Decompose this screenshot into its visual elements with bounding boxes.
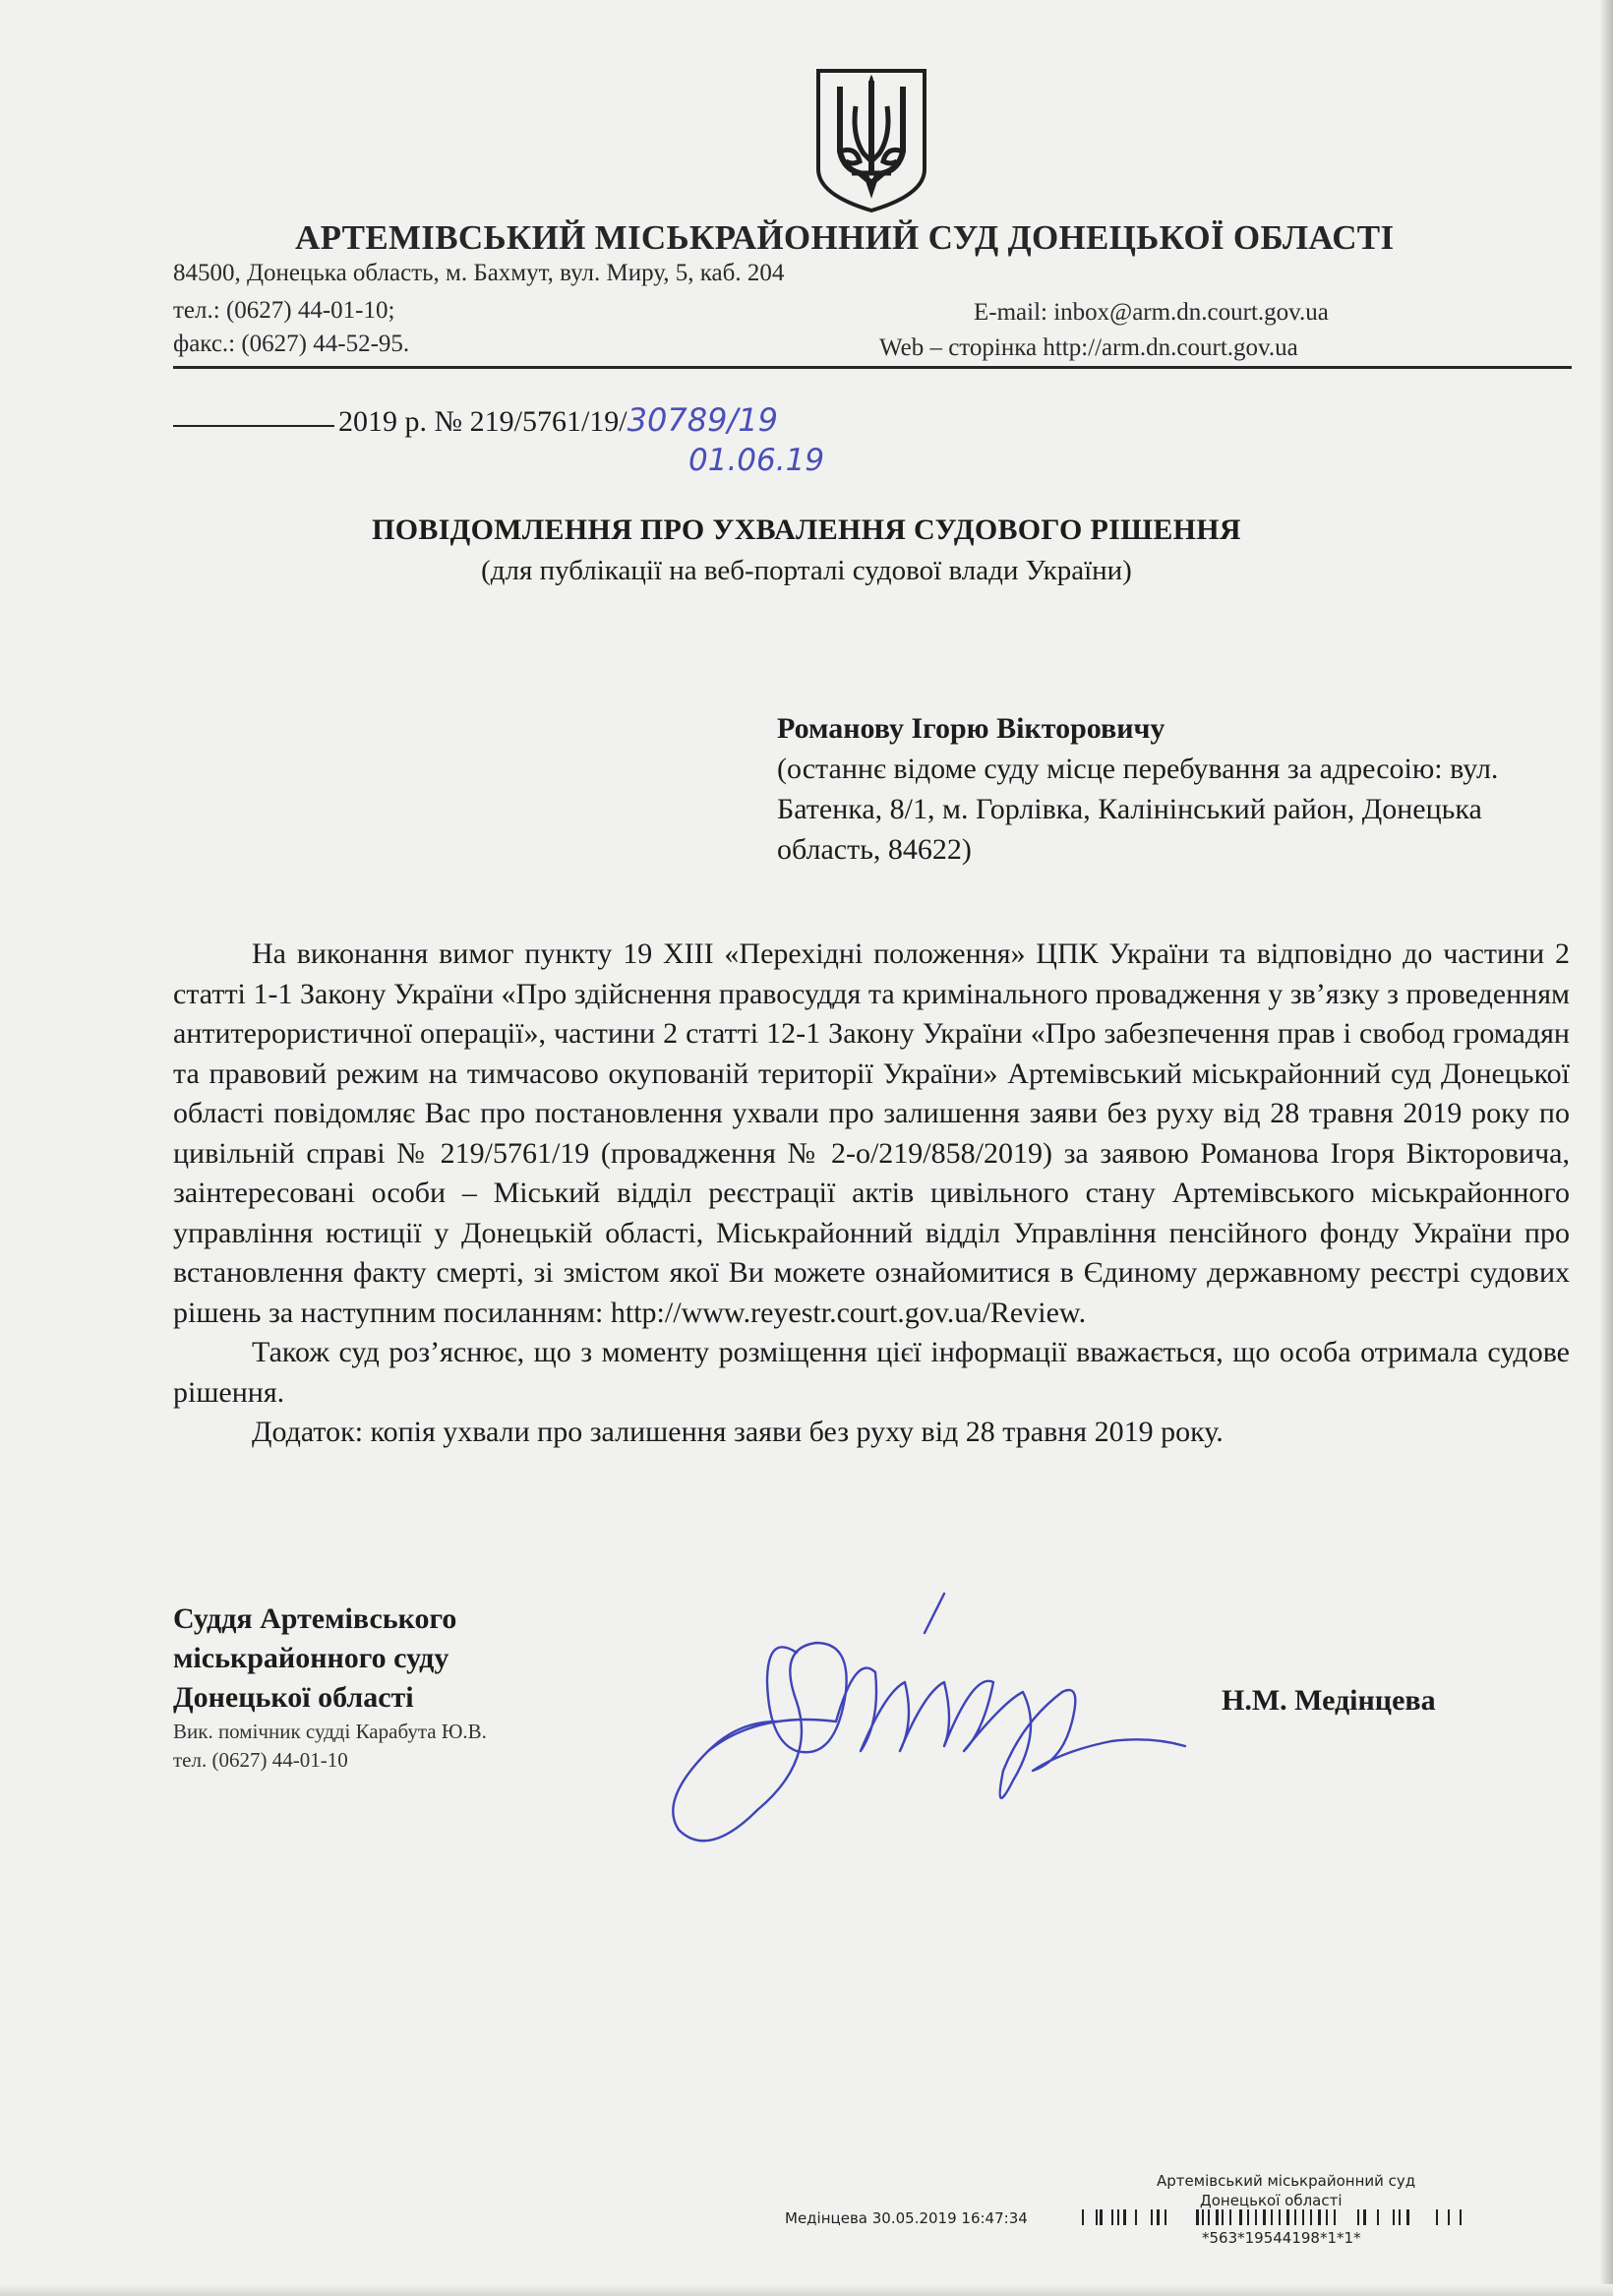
addressee-name: Романову Ігорю Вікторовичу bbox=[777, 712, 1165, 745]
court-name: АРТЕМІВСЬКИЙ МІСЬКРАЙОННИЙ СУД ДОНЕЦЬКОЇ ОБЛАСТІ bbox=[295, 218, 1395, 257]
header-divider bbox=[173, 366, 1572, 369]
handwritten-outgoing-number: 30789/19 bbox=[627, 401, 778, 439]
barcode-text: *563*19544198*1*1* bbox=[1202, 2229, 1361, 2247]
judge-title-line-3: Донецької області bbox=[173, 1681, 414, 1714]
coat-of-arms-icon bbox=[812, 67, 930, 214]
judge-name: Н.М. Медінцева bbox=[1222, 1684, 1436, 1717]
assistant-name: Вик. помічник судді Карабута Ю.В. bbox=[173, 1720, 487, 1743]
addressee-address: (останнє відоме суду місце перебування за адресоію: вул. Батенка, 8/1, м. Горлівка, Калінінський район, Донецька область, 84622) bbox=[777, 753, 1499, 866]
court-address: 84500, Донецька область, м. Бахмут, вул. Миру, 5, каб. 204 bbox=[173, 260, 785, 286]
date-blank bbox=[173, 424, 334, 427]
body-paragraph-2: Також суд роз’яснює, що з моменту розміщення цієї інформації вважається, що особа отримала судове рішення. bbox=[173, 1336, 1570, 1409]
court-fax: факс.: (0627) 44-52-95. bbox=[173, 331, 410, 357]
body-paragraph-1: На виконання вимог пункту 19 XIII «Перехідні положення» ЦПК України та відповідно до частини 2 статті 1-1 Закону України «Про здійснення правосуддя та кримінального провадження у зв’язку з проведенням антитерористичної операції», частини 2 статті 12-1 Закону України «Про забезпечення прав і свобод громадян та правовий режим на тимчасово окупованій території України» Артемівський міськрайонний суд Донецької області повідомляє Вас про постановлення ухвали про залишення заяви без руху від 28 травня 2019 року по цивільній справі № 219/5761/19 (провадження № 2-о/219/858/2019) за заявою Романова Ігоря Вікторовича, заінтересовані особи – Міський відділ реєстрації актів цивільного стану Артемівського міськрайонного управління юстиції у Донецькій області, Міськрайонний відділ Управління пенсійного фонду України про встановлення факту смерті, зі змістом якої Ви можете ознайомитися в Єдиному державному реєстрі судових рішень за наступним посиланням: http://www.reyestr.court.gov.ua/Review. bbox=[173, 937, 1570, 1329]
stamp-timestamp: Медінцева 30.05.2019 16:47:34 bbox=[785, 2209, 1028, 2227]
assistant-phone: тел. (0627) 44-01-10 bbox=[173, 1748, 348, 1772]
stamp-court-line-2: Донецької області bbox=[1200, 2192, 1343, 2209]
scan-bottom-edge bbox=[0, 2284, 1613, 2296]
handwritten-signature bbox=[649, 1574, 1200, 1899]
stamp-court-line-1: Артемівський міськрайонний суд bbox=[1157, 2172, 1416, 2190]
handwritten-date: 01.06.19 bbox=[688, 443, 825, 478]
document-title: ПОВІДОМЛЕННЯ ПРО УХВАЛЕННЯ СУДОВОГО РІШЕННЯ bbox=[372, 514, 1241, 546]
court-email: E-mail: inbox@arm.dn.court.gov.ua bbox=[974, 299, 1329, 326]
barcode bbox=[1082, 2207, 1534, 2227]
judge-title-line-2: міськрайонного суду bbox=[173, 1642, 449, 1674]
registration-number: 2019 р. № 219/5761/19/ bbox=[338, 405, 627, 438]
scan-edge-shadow bbox=[1599, 0, 1613, 2296]
document-subtitle: (для публікації на веб-порталі судової влади України) bbox=[481, 555, 1132, 586]
notice-body bbox=[173, 935, 1570, 1453]
registration-line bbox=[173, 401, 778, 439]
judge-title-line-1: Суддя Артемівського bbox=[173, 1602, 457, 1635]
court-website: Web – сторінка http://arm.dn.court.gov.ua bbox=[879, 334, 1298, 361]
assistant-info bbox=[173, 1718, 487, 1775]
judge-title bbox=[173, 1600, 456, 1718]
court-phone: тел.: (0627) 44-01-10; bbox=[173, 297, 395, 324]
addressee-block bbox=[777, 708, 1544, 870]
body-paragraph-3: Додаток: копія ухвали про залишення заяви без руху від 28 травня 2019 року. bbox=[252, 1416, 1224, 1448]
